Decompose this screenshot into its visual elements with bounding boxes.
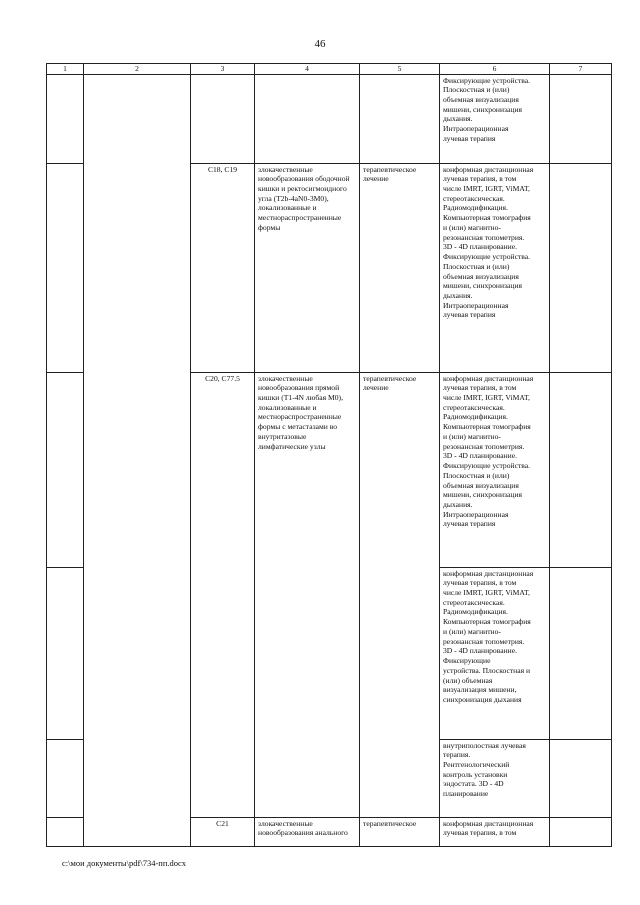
header-cell: 5 (360, 64, 440, 75)
extra-cell (550, 74, 612, 163)
icd-code-cell: C18, C19 (191, 163, 255, 372)
file-path-footer: c:\мои документы\pdf\734-пп.docx (62, 858, 187, 868)
treatment-type-cell: терапевтическое лечение (360, 163, 440, 372)
header-cell: 6 (440, 64, 550, 75)
diagnosis-cell: злокачественные новообразования прямой кишки (T1-4N любая M0), локализованные и местнораспространенные формы с метастазами во внутритазовые лимфатические узлы (255, 372, 360, 817)
diagnosis-cell: злокачественные новообразования анального (255, 817, 360, 846)
header-cell: 3 (191, 64, 255, 75)
row-number-cell (47, 74, 84, 163)
treatment-table (46, 63, 612, 847)
row-number-cell (47, 163, 84, 372)
extra-cell (550, 817, 612, 846)
header-cell: 7 (550, 64, 612, 75)
diagnosis-cell (255, 74, 360, 163)
method-cell: конформная дистанционная лучевая терапия, в том числе IMRT, IGRT, ViMAT, стереотаксическая. Радиомодификация. Компьютерная томография и (или) магнитно- резонансная топометрия. 3D - 4D планирование. Фиксирующие устройства. Плоскостная и (или) объемная визуализация мишени, синхронизация дыхания. Интраоперационная лучевая терапия (440, 372, 550, 567)
treatment-type-cell: терапевтическое лечение (360, 372, 440, 817)
extra-cell (550, 739, 612, 817)
table-row (47, 74, 612, 163)
treatment-type-cell (360, 74, 440, 163)
header-row (47, 64, 612, 75)
header-cell: 1 (47, 64, 84, 75)
method-cell: Фиксирующие устройства. Плоскостная и (или) объемная визуализация мишени, синхронизация дыхания. Интраоперационная лучевая терапия (440, 74, 550, 163)
icd-code-cell (191, 74, 255, 163)
row-number-cell (47, 739, 84, 817)
method-cell: конформная дистанционная лучевая терапия, в том числе IMRT, IGRT, ViMAT, стереотаксическая. Радиомодификация. Компьютерная томография и (или) магнитно- резонансная топометрия. 3D - 4D планирование. Фиксирующие устройства. Плоскостная и (или) объемная визуализация мишени, синхронизация дыхания. Интраоперационная лучевая терапия (440, 163, 550, 372)
method-cell: конформная дистанционная лучевая терапия, в том (440, 817, 550, 846)
extra-cell (550, 567, 612, 739)
icd-code-cell: C21 (191, 817, 255, 846)
method-cell: внутриполостная лучевая терапия. Рентгенологический контроль установки эндостата. 3D - 4D планирование (440, 739, 550, 817)
icd-code-cell: C20, C77.5 (191, 372, 255, 817)
row-number-cell (47, 817, 84, 846)
diagnosis-cell: злокачественные новообразования ободочной кишки и ректосигмоидного угла (T2b-4aN0-3M0), локализованные и местнораспространенные формы (255, 163, 360, 372)
method-cell: конформная дистанционная лучевая терапия, в том числе IMRT, IGRT, ViMAT, стереотаксическая. Радиомодификация. Компьютерная томография и (или) магнитно- резонансная топометрия. 3D - 4D планирование. Фиксирующие устройства. Плоскостная и (или) объемная визуализация мишени, синхронизация дыхания (440, 567, 550, 739)
group-cell (84, 74, 191, 846)
row-number-cell (47, 372, 84, 567)
row-number-cell (47, 567, 84, 739)
extra-cell (550, 163, 612, 372)
header-cell: 4 (255, 64, 360, 75)
header-cell: 2 (84, 64, 191, 75)
treatment-type-cell: терапевтическое (360, 817, 440, 846)
extra-cell (550, 372, 612, 567)
page-number: 46 (314, 38, 326, 50)
